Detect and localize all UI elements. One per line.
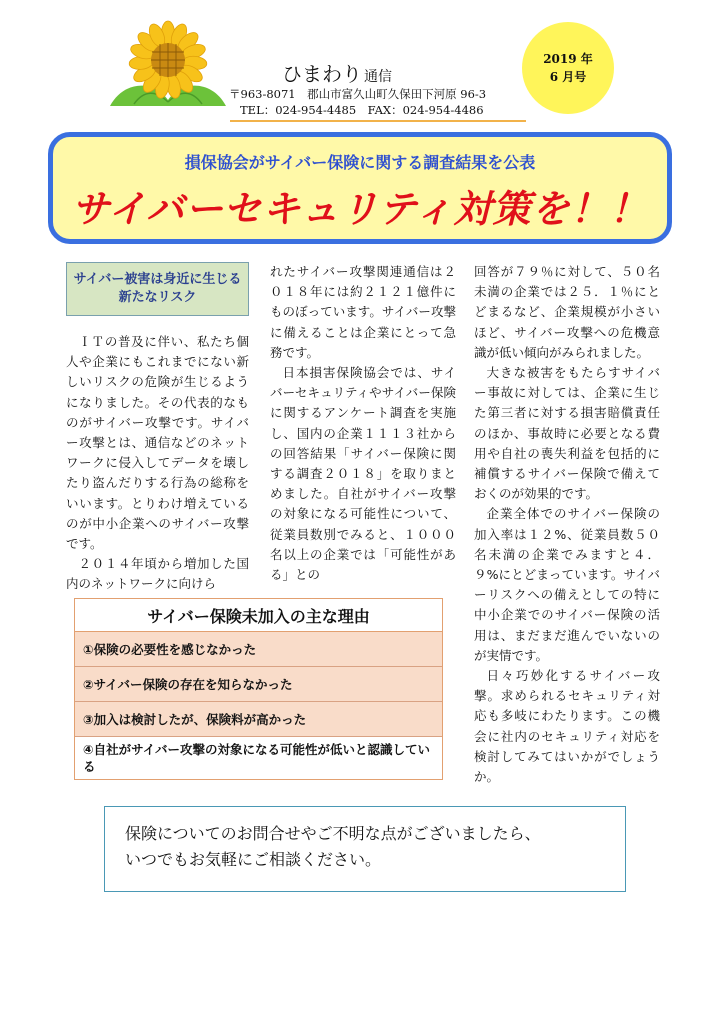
article-paragraph: 企業全体でのサイバー保険の加入率は１２%、従業員数５０名未満の企業でみますと４．９%にとどまっています。サイバーリスクへの備えとしての特に中小企業でのサイバー保険の活用は、まだまだ進んでいないのが実情です。	[474, 506, 660, 663]
banner-title: サイバーセキュリティ対策を！！	[71, 187, 649, 231]
article-column-1	[66, 332, 249, 595]
article-paragraph: 日々巧妙化するサイバー攻撃。求められるセキュリティ対応も多岐にわたります。この機会に社内のセキュリティ対応を検討してみてはいかがでしょうか。	[474, 668, 660, 785]
company-tel-fax: TEL：024-954-4485 FAX：024-954-4486	[240, 103, 484, 117]
banner-subtitle: 損保協会がサイバー保険に関する調査結果を公表	[184, 153, 536, 172]
article-paragraph: ＩＴの普及に伴い、私たち個人や企業にもこれまでにない新しいリスクの危険が生じるようになりました。その代表的なものがサイバー攻撃です。サイバー攻撃とは、通信などのネットワークに侵入してデータを壊したり盗んだりする行為の総称をいいます。とりわけ増えているのが中小企業へのサイバー攻撃です。	[66, 334, 249, 552]
article-paragraph: れたサイバー攻撃関連通信は２０１８年には約２１２１億件にものぼっています。サイバー攻撃に備えることは企業にとって急務です。	[270, 264, 456, 360]
article-column-2	[270, 262, 456, 585]
reason-item: ①保険の必要性を感じなかった	[75, 632, 442, 666]
reason-item: ④自社がサイバー攻撃の対象になる可能性が低いと認識している	[75, 736, 442, 779]
issue-year: 2019 年	[543, 52, 593, 66]
newsletter-brand	[282, 58, 392, 87]
uninsured-reasons-table	[74, 598, 443, 780]
article-paragraph: 大きな被害をもたらすサイバー事故に対しては、企業に生じた第三者に対する損害賠償責任のほか、事故時に必要となる費用や自社の喪失利益を包括的に補償するサイバー保険で備えておくのが効果的です。	[474, 365, 660, 502]
issue-month: 6 月号	[549, 70, 587, 84]
contact-line: いつでもお気軽にご相談ください。	[125, 850, 382, 869]
article-paragraph: 日本損害保険協会では、サイバーセキュリティやサイバー保険に関するアンケート調査を実施し、国内の企業１１１３社からの回答結果「サイバー保険に関する調査２０１８」を取りまとめました。自社がサイバー攻撃の対象になる可能性について、従業員数別でみると、１０００名以上の企業では「可能性がある」との	[270, 365, 456, 583]
header-divider	[230, 120, 526, 122]
contact-notice-box	[104, 806, 626, 892]
article-column-3	[474, 262, 660, 787]
company-address: 〒963-8071 郡山市富久山町久保田下河原 96-3	[229, 87, 487, 101]
reason-item: ③加入は検討したが、保険料が高かった	[75, 701, 442, 736]
contact-line: 保険についてのお問合せやご不明な点がございましたら、	[125, 824, 541, 843]
reasons-title: サイバー保険未加入の主な理由	[75, 599, 442, 632]
reason-item: ②サイバー保険の存在を知らなかった	[75, 666, 442, 701]
brand-suffix: 通信	[364, 69, 392, 85]
article-section-heading: サイバー被害は身近に生じる新たなリスク	[66, 262, 249, 316]
sunflower-logo-icon	[104, 20, 232, 116]
brand-name: ひまわり	[282, 62, 362, 86]
article-paragraph: 回答が７９％に対して、５０名未満の企業では２５．１％にとどまるなど、企業規模が小さいほど、サイバー攻撃への危機意識が低い傾向がみられました。	[474, 264, 660, 360]
issue-date-badge	[522, 22, 614, 114]
article-paragraph: ２０１４年頃から増加した国内のネットワークに向けら	[66, 556, 249, 592]
